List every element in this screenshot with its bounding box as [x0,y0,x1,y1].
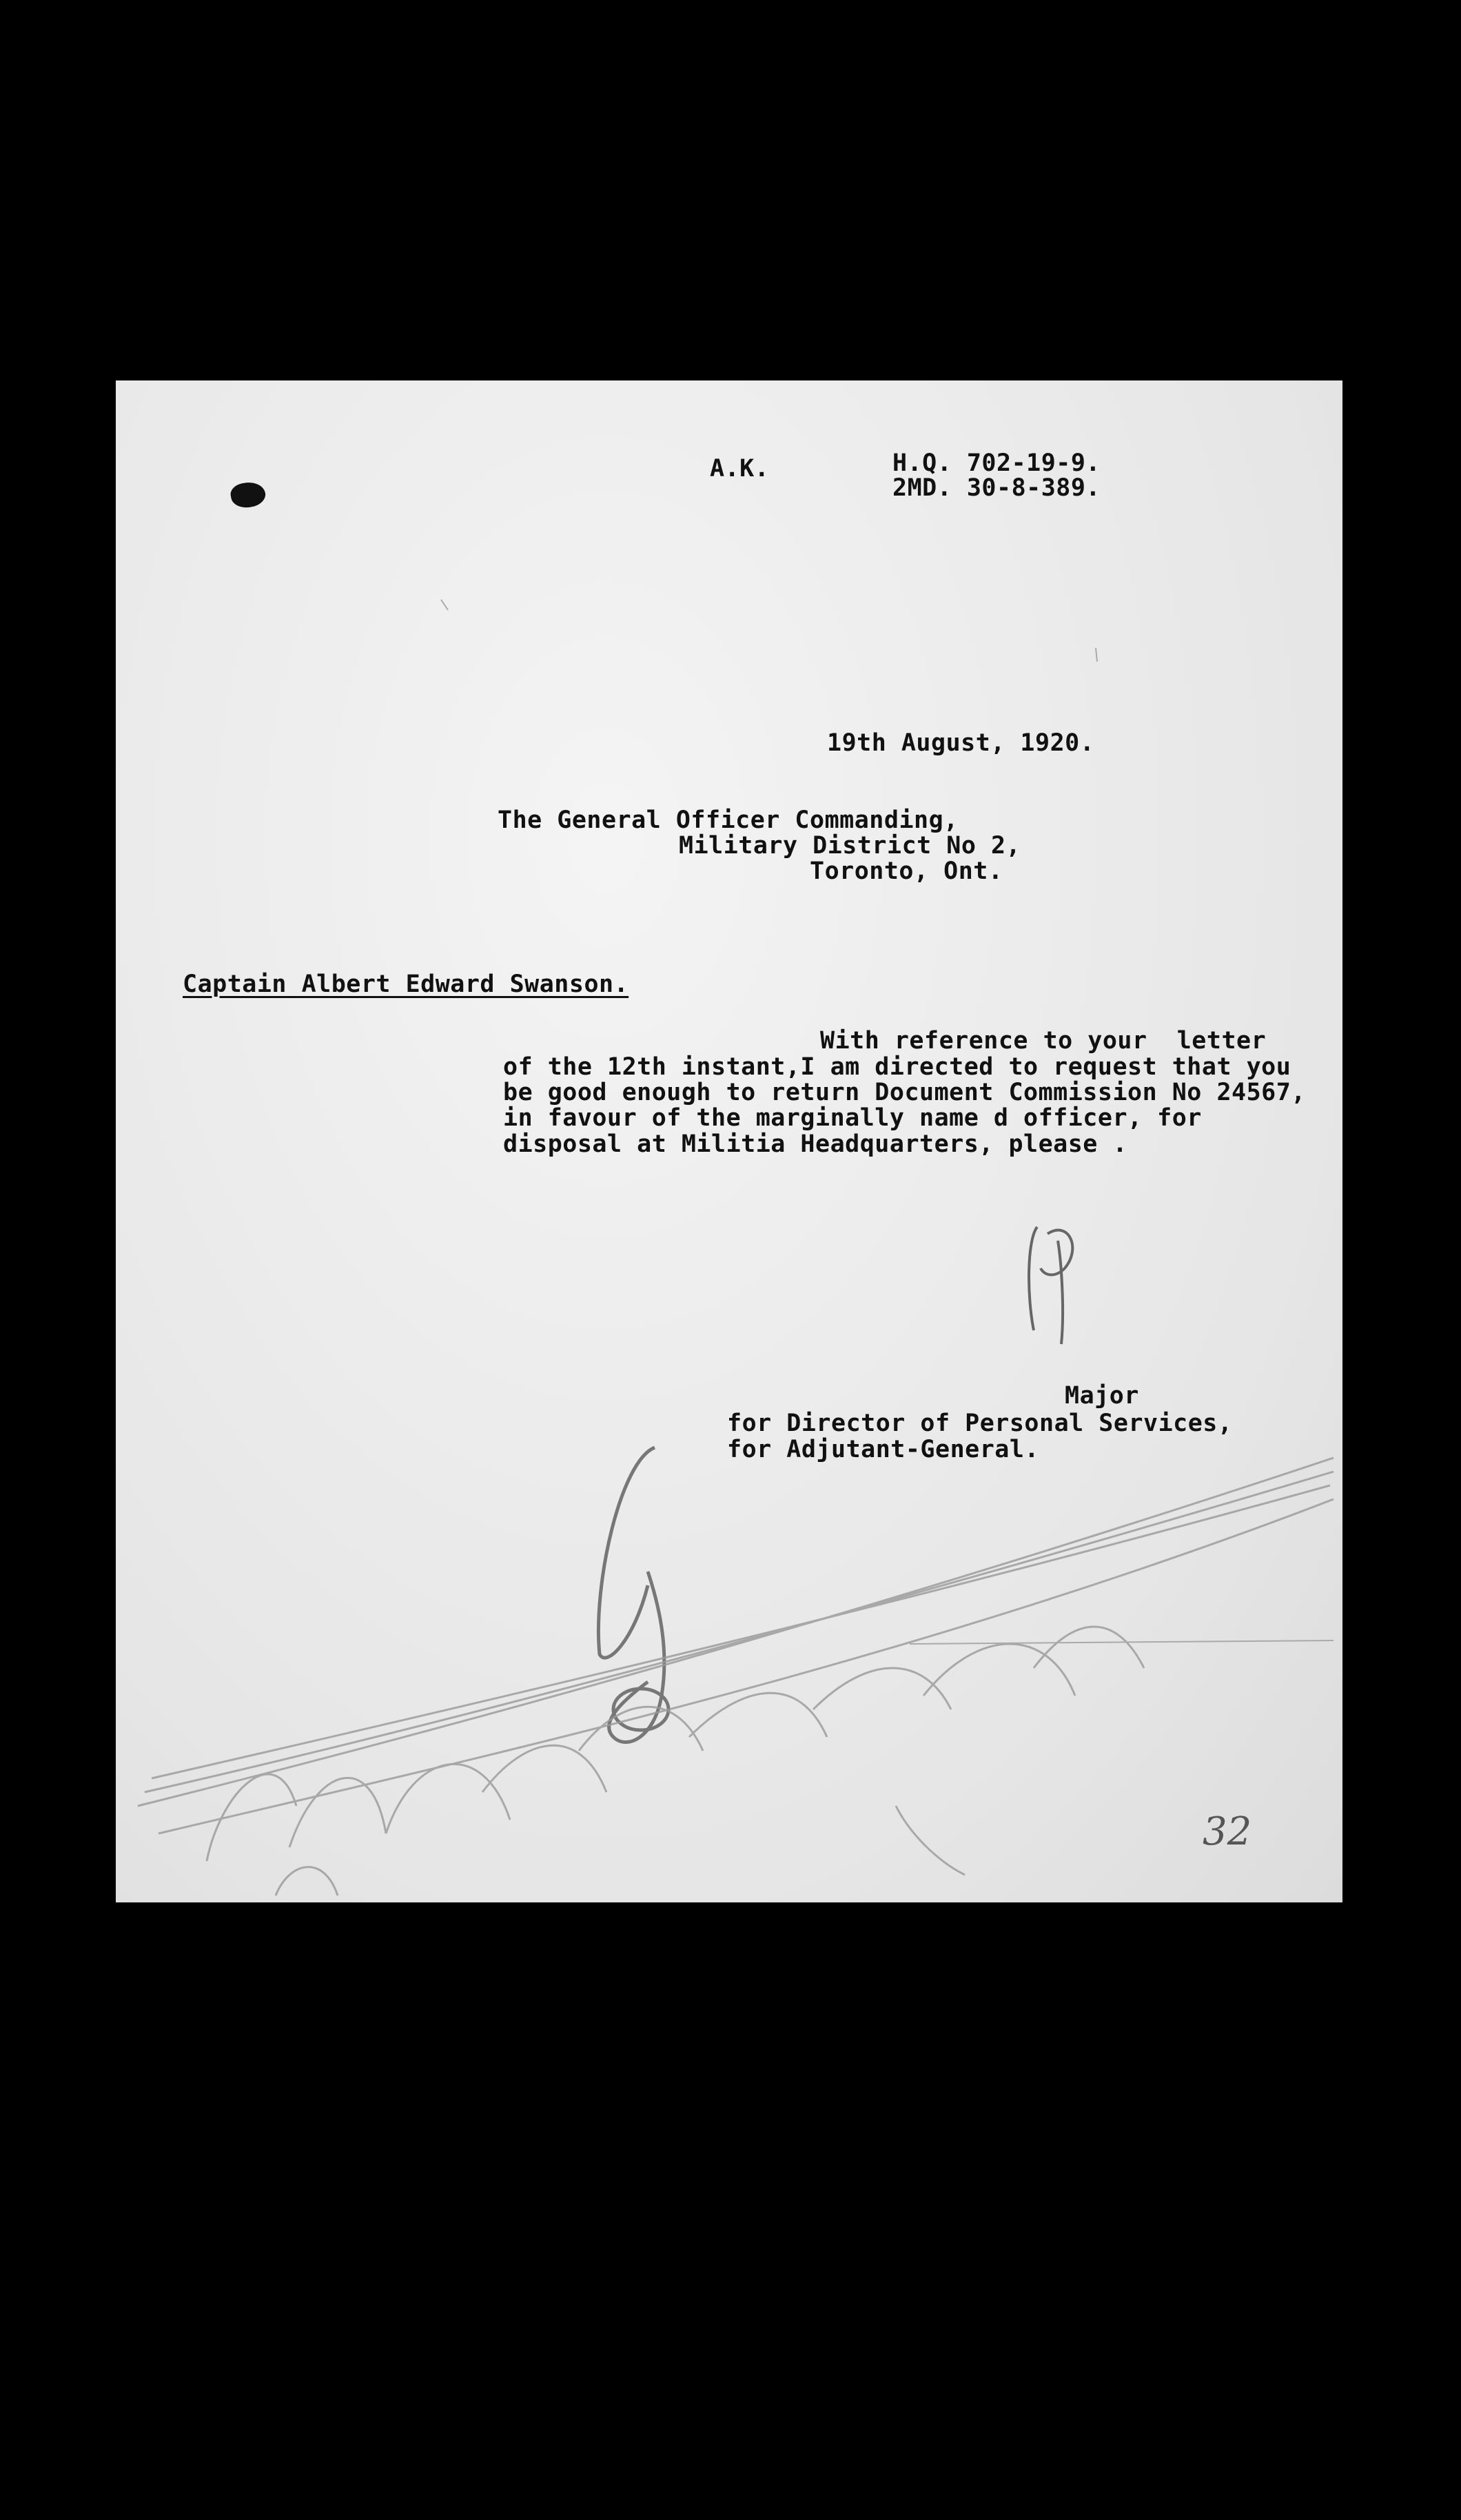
body-line-2: of the 12th instant,I am directed to request that you [503,1053,1291,1081]
header-ref-md: 2MD. 30-8-389. [892,474,1101,502]
header-ref-hq: H.Q. 702-19-9. [892,449,1101,477]
body-line-3: be good enough to return Document Commission No 24567, [503,1079,1306,1106]
header-initials: A.K. [710,455,770,482]
subject-line: Captain Albert Edward Swanson. [183,971,629,998]
page-number: 32 [1203,1809,1252,1854]
body-line-5: disposal at Militia Headquarters, please . [503,1130,1128,1158]
body-line-1: With reference to your letter [820,1027,1267,1055]
signature-line-1: for Director of Personal Services, [727,1410,1233,1437]
addressee-line-3: Toronto, Ont. [810,857,1003,885]
letter-date: 19th August, 1920. [827,729,1095,757]
addressee-line-1: The General Officer Commanding, [498,806,959,834]
addressee-line-2: Military District No 2, [679,832,1021,860]
body-line-4: in favour of the marginally name d officer, for [503,1104,1202,1132]
signature-rank: Major [1065,1382,1139,1410]
signature-line-2: for Adjutant-General. [727,1436,1040,1463]
